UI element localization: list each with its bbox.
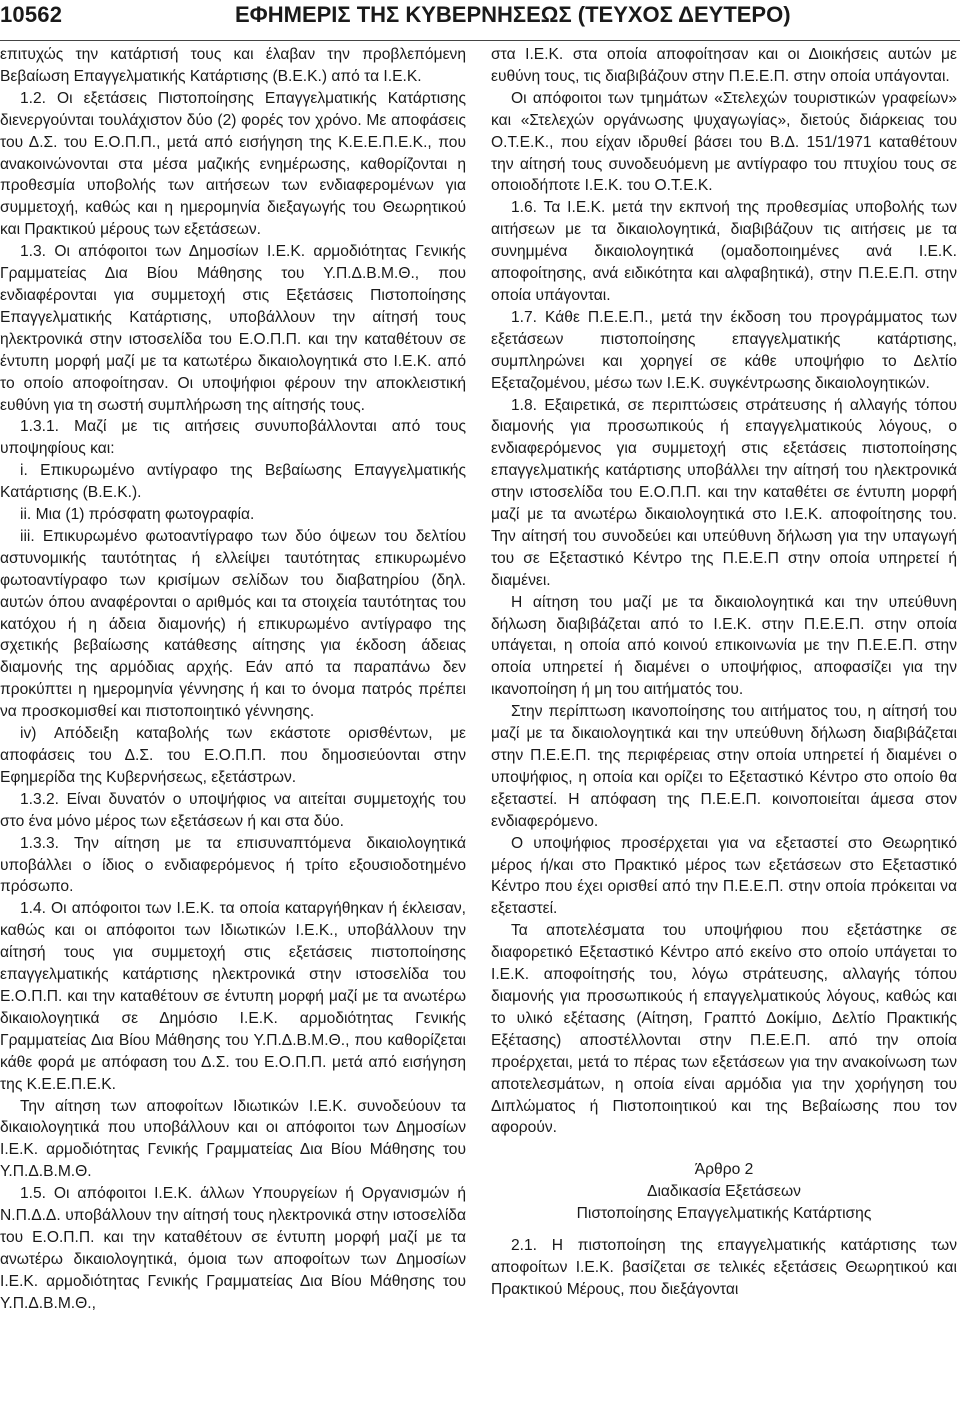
- gazette-title: ΕΦΗΜΕΡΙΣ ΤΗΣ ΚΥΒΕΡΝΗΣΕΩΣ (ΤΕΥΧΟΣ ΔΕΥΤΕΡΟ): [235, 2, 791, 27]
- list-item: ii. Μια (1) πρόσφατη φωτογραφία.: [20, 506, 255, 524]
- paragraph: 1.3.3. Την αίτηση με τα επισυναπτόμενα δικαιολογητικά υποβάλλει ο ίδιος ο ενδιαφερόμενος ή τρίτο εξουσιοδοτημένο πρόσωπο.: [0, 834, 466, 896]
- paragraph: 1.3.2. Είναι δυνατόν ο υποψήφιος να αιτείται συμμετοχής του στο ένα μόνο μέρος των εξετάσεων ή και στα δύο.: [0, 790, 466, 830]
- left-column: [0, 44, 466, 1315]
- paragraph: στα Ι.Ε.Κ. στα οποία αποφοίτησαν και οι Διοικήσεις αυτών με ευθύνη τους, τις διαβιβάζουν στην Π.Ε.Ε.Π. στην οποία υπάγονται.: [491, 46, 957, 85]
- paragraph: Η αίτηση του μαζί με τα δικαιολογητικά και την υπεύθυνη δήλωση διαβιβάζεται από το Ι.Ε.Κ. στην Π.Ε.Ε.Π. στην οποία υπάγεται, η οποία από κοινού επικοινωνία με την Π.Ε.Ε.Π. στην οποία υπηρετεί ή διαμένει ο υποψήφιος, αποφασίζει για την ικανοποίηση ή μη του αιτήματός του.: [491, 593, 957, 699]
- paragraph: 1.7. Κάθε Π.Ε.Ε.Π., μετά την έκδοση του προγράμματος των εξετάσεων πιστοποίησης επαγγελματικής κατάρτισης, συμπληρώνει και χορηγεί σε κάθε υποψήφιο το Δελτίο Εξεταζομένου, μέσω των Ι.Ε.Κ. συγκέντρωσης δικαιολογητικών.: [491, 308, 957, 392]
- paragraph: 1.3. Οι απόφοιτοι των Δημοσίων Ι.Ε.Κ. αρμοδιότητας Γενικής Γραμματείας Δια Βίου Μάθησης του Υ.Π.Δ.Β.Μ.Θ., που ενδιαφέρονται για συμμετοχή στις Εξετάσεις Πιστοποίησης Επαγγελματικής Κατάρτισης, υποβάλλουν την αίτησή τους ηλεκτρονικά στην ιστοσελίδα του Ε.Ο.Π.Π. και την καταθέτουν σε έντυπη μορφή μαζί με τα κατωτέρω δικαιολογητικά στο Ι.Ε.Κ. από το οποίο αποφοίτησαν. Οι υποψήφιοι φέρουν την αποκλειστική ευθύνη για τη σωστή συμπλήρωση της αίτησής τους.: [0, 243, 466, 414]
- paragraph: Την αίτηση των αποφοίτων Ιδιωτικών Ι.Ε.Κ. συνοδεύουν τα δικαιολογητικά που υποβάλλουν και οι απόφοιτοι των Δημοσίων Ι.Ε.Κ. αρμοδιότητας Γενικής Γραμματείας Δια Βίου Μάθησης του Υ.Π.Δ.Β.Μ.Θ.: [0, 1097, 466, 1181]
- paragraph: 1.2. Οι εξετάσεις Πιστοποίησης Επαγγελματικής Κατάρτισης διενεργούνται τουλάχιστον δύο (2) φορές τον χρόνο. Με αποφάσεις του Δ.Σ. του Ε.Ο.Π.Π., μετά από εισήγηση της Κ.Ε.Ε.Π.Ε.Κ., που ανακοινώνονται στα μέσα μαζικής ενημέρωσης, καθορίζονται η προθεσμία υποβολής των αιτήσεων των ενδιαφερομένων για συμμετοχή, καθώς και η ημερομηνία διεξαγωγής του Θεωρητικού και Πρακτικού μέρους των εξετάσεων.: [0, 89, 466, 239]
- paragraph: Τα αποτελέσματα του υποψήφιου που εξετάστηκε σε διαφορετικό Εξεταστικό Κέντρο από εκείνο στο οποίο υπάγεται το Ι.Ε.Κ. αποφοίτησής του, λόγω στράτευσης, αλλαγής τόπου διαμονής για προσωπικούς ή επαγγελματικούς λόγους, καθώς και το υλικό εξέτασης (Αίτηση, Γραπτό Δοκίμιο, Δελτίο Πρακτικής Εξέτασης) αποστέλλονται στην Π.Ε.Ε.Π. από την οποία προέρχεται, μετά το πέρας των εξετάσεων για την ανακοίνωση των αποτελεσμάτων, η οποία είναι αρμόδια για την χορήγηση του Διπλώματος ή Πιστοποιητικού και της Βεβαίωσης που τον αφορούν.: [491, 922, 957, 1137]
- article-heading: [491, 1159, 957, 1225]
- paragraph: Ο υποψήφιος προσέρχεται για να εξεταστεί στο Θεωρητικό μέρος ή/και στο Πρακτικό μέρος των εξετάσεων στο Εξεταστικό Κέντρο που έχει ορισθεί από την Π.Ε.Ε.Π. στην οποία πρόκειται να εξεταστεί.: [491, 834, 957, 918]
- right-column: [491, 44, 957, 1301]
- paragraph: 1.3.1. Μαζί με τις αιτήσεις συνυποβάλλονται από τους υποψηφίους και:: [0, 418, 466, 458]
- article-number: Άρθρο 2: [694, 1161, 754, 1179]
- article-title-line2: Πιστοποίησης Επαγγελματικής Κατάρτισης: [576, 1205, 872, 1223]
- list-item: iii. Επικυρωμένο φωτοαντίγραφο των δύο όψεων του δελτίου αστυνομικής ταυτότητας ή ελλείψει ταυτότητας επικυρωμένο φωτοαντίγραφο των κρισίμων σελίδων του διαβατηρίου (δηλ. αυτών όπου αναφέρονται ο αριθμός και τα στοιχεία ταυτότητας του κατόχου ή η άδεια διαμονής) ή επικυρωμένο αντίγραφο της σχετικής βεβαίωσης κατάθεσης αίτησης για έκδοση άδειας διαμονής της αρμόδιας αρχής. Εάν από τα παραπάνω δεν προκύπτει η ημερομηνία γέννησης ή και το όνομα πατρός πρέπει να προσκομισθεί και πιστοποιητικό γέννησης.: [0, 527, 466, 721]
- paragraph: 1.8. Εξαιρετικά, σε περιπτώσεις στράτευσης ή αλλαγής τόπου διαμονής για προσωπικούς ή επαγγελματικούς λόγους, ο ενδιαφερόμενος για συμμετοχή στις εξετάσεις πιστοποίησης επαγγελματικής κατάρτισης υποβάλλει την αίτησή του ηλεκτρονικά στην ιστοσελίδα του Ε.Ο.Π.Π. και την καταθέτει σε έντυπη μορφή μαζί με τα ανωτέρω δικαιολογητικά στο Ι.Ε.Κ. αποφοίτησης του. Την αίτησή του συνοδεύει και υπεύθυνη δήλωση για την υπαγωγή του σε Εξεταστικό Κέντρο της Π.Ε.Ε.Π στην οποία υπηρετεί ή διαμένει.: [491, 396, 957, 589]
- list-item: i. Επικυρωμένο αντίγραφο της Βεβαίωσης Επαγγελματικής Κατάρτισης (Β.Ε.Κ.).: [0, 462, 466, 502]
- page-number: 10562: [0, 2, 63, 27]
- article-paragraph: 2.1. Η πιστοποίηση της επαγγελματικής κατάρτισης των αποφοίτων Ι.Ε.Κ. βασίζεται σε τελικές εξετάσεις Θεωρητικού και Πρακτικού Μέρους, που διεξάγονται: [491, 1237, 957, 1298]
- list-item: iv) Απόδειξη καταβολής των εκάστοτε ορισθέντων, με αποφάσεις του Δ.Σ. του Ε.Ο.Π.Π. που δημοσιεύονται στην Εφημερίδα της Κυβερνήσεως, εξετάστρων.: [0, 725, 466, 786]
- paragraph: Οι απόφοιτοι των τμημάτων «Στελεχών τουριστικών γραφείων» και «Στελεχών οργάνωσης ψυχαγωγίας», διετούς διάρκειας του Ο.Τ.Ε.Κ., που είχαν ιδρυθεί βάσει του Β.Δ. 151/1971 καταθέτουν την αίτησή τους συνοδευόμενη με αντίγραφο του πτυχίου τους σε οποιοδήποτε Ι.Ε.Κ. του Ο.Τ.Ε.Κ.: [491, 89, 957, 195]
- paragraph: 1.4. Οι απόφοιτοι των Ι.Ε.Κ. τα οποία καταργήθηκαν ή έκλεισαν, καθώς και οι απόφοιτοι των Ιδιωτικών Ι.Ε.Κ., υποβάλλουν την αίτησή τους για συμμετοχή στις εξετάσεις πιστοποίησης επαγγελματικής κατάρτισης ηλεκτρονικά στην ιστοσελίδα του Ε.Ο.Π.Π. και την καταθέτουν σε έντυπη μορφή μαζί με τα ανωτέρω δικαιολογητικά σε Δημόσιο Ι.Ε.Κ. αρμοδιότητας Γενικής Γραμματείας Δια Βίου Μάθησης του Υ.Π.Δ.Β.Μ.Θ., που καθορίζεται κάθε φορά με απόφαση του Δ.Σ. του Ε.Ο.Π.Π. μετά από εισήγηση της Κ.Ε.Ε.Π.Ε.Κ.: [0, 900, 466, 1093]
- article-title-line1: Διαδικασία Εξετάσεων: [647, 1183, 801, 1201]
- paragraph: επιτυχώς την κατάρτισή τους και έλαβαν την προβλεπόμενη Βεβαίωση Επαγγελματικής Κατάρτισης (Β.Ε.Κ.) από τα Ι.Ε.Κ.: [0, 46, 466, 85]
- page-header: [0, 0, 960, 41]
- paragraph: 1.6. Τα Ι.Ε.Κ. μετά την εκπνοή της προθεσμίας υποβολής των αιτήσεων με τα δικαιολογητικά, διαβιβάζουν τις αιτήσεις με τα συνημμένα δικαιολογητικά (ομαδοποιημένες ανά Ι.Ε.Κ. αποφοίτησης, ανά ειδικότητα και αλφαβητικά), στην Π.Ε.Ε.Π. στην οποία υπάγονται.: [491, 199, 957, 304]
- paragraph: Στην περίπτωση ικανοποίησης του αιτήματος του, η αίτησή του μαζί με τα δικαιολογητικά και την υπεύθυνη δήλωση διαβιβάζεται στην Π.Ε.Ε.Π. της περιφέρειας στην οποία υπηρετεί ή διαμένει ο υποψήφιος, η οποία και ορίζει το Εξεταστικό Κέντρο στο οποίο θα εξεταστεί. Η απόφαση της Π.Ε.Ε.Π. κοινοποιείται άμεσα στον ενδιαφερόμενο.: [491, 703, 957, 830]
- paragraph: 1.5. Οι απόφοιτοι Ι.Ε.Κ. άλλων Υπουργείων ή Οργανισμών ή Ν.Π.Δ.Δ. υποβάλλουν την αίτησή τους ηλεκτρονικά στην ιστοσελίδα του Ε.Ο.Π.Π. και την καταθέτουν σε έντυπη μορφή μαζί με τα ανωτέρω δικαιολογητικά, όμοια των αποφοίτων των Δημοσίων Ι.Ε.Κ. αρμοδιότητας Γενικής Γραμματείας Δια Βίου Μάθησης του Υ.Π.Δ.Β.Μ.Θ.,: [0, 1185, 466, 1312]
